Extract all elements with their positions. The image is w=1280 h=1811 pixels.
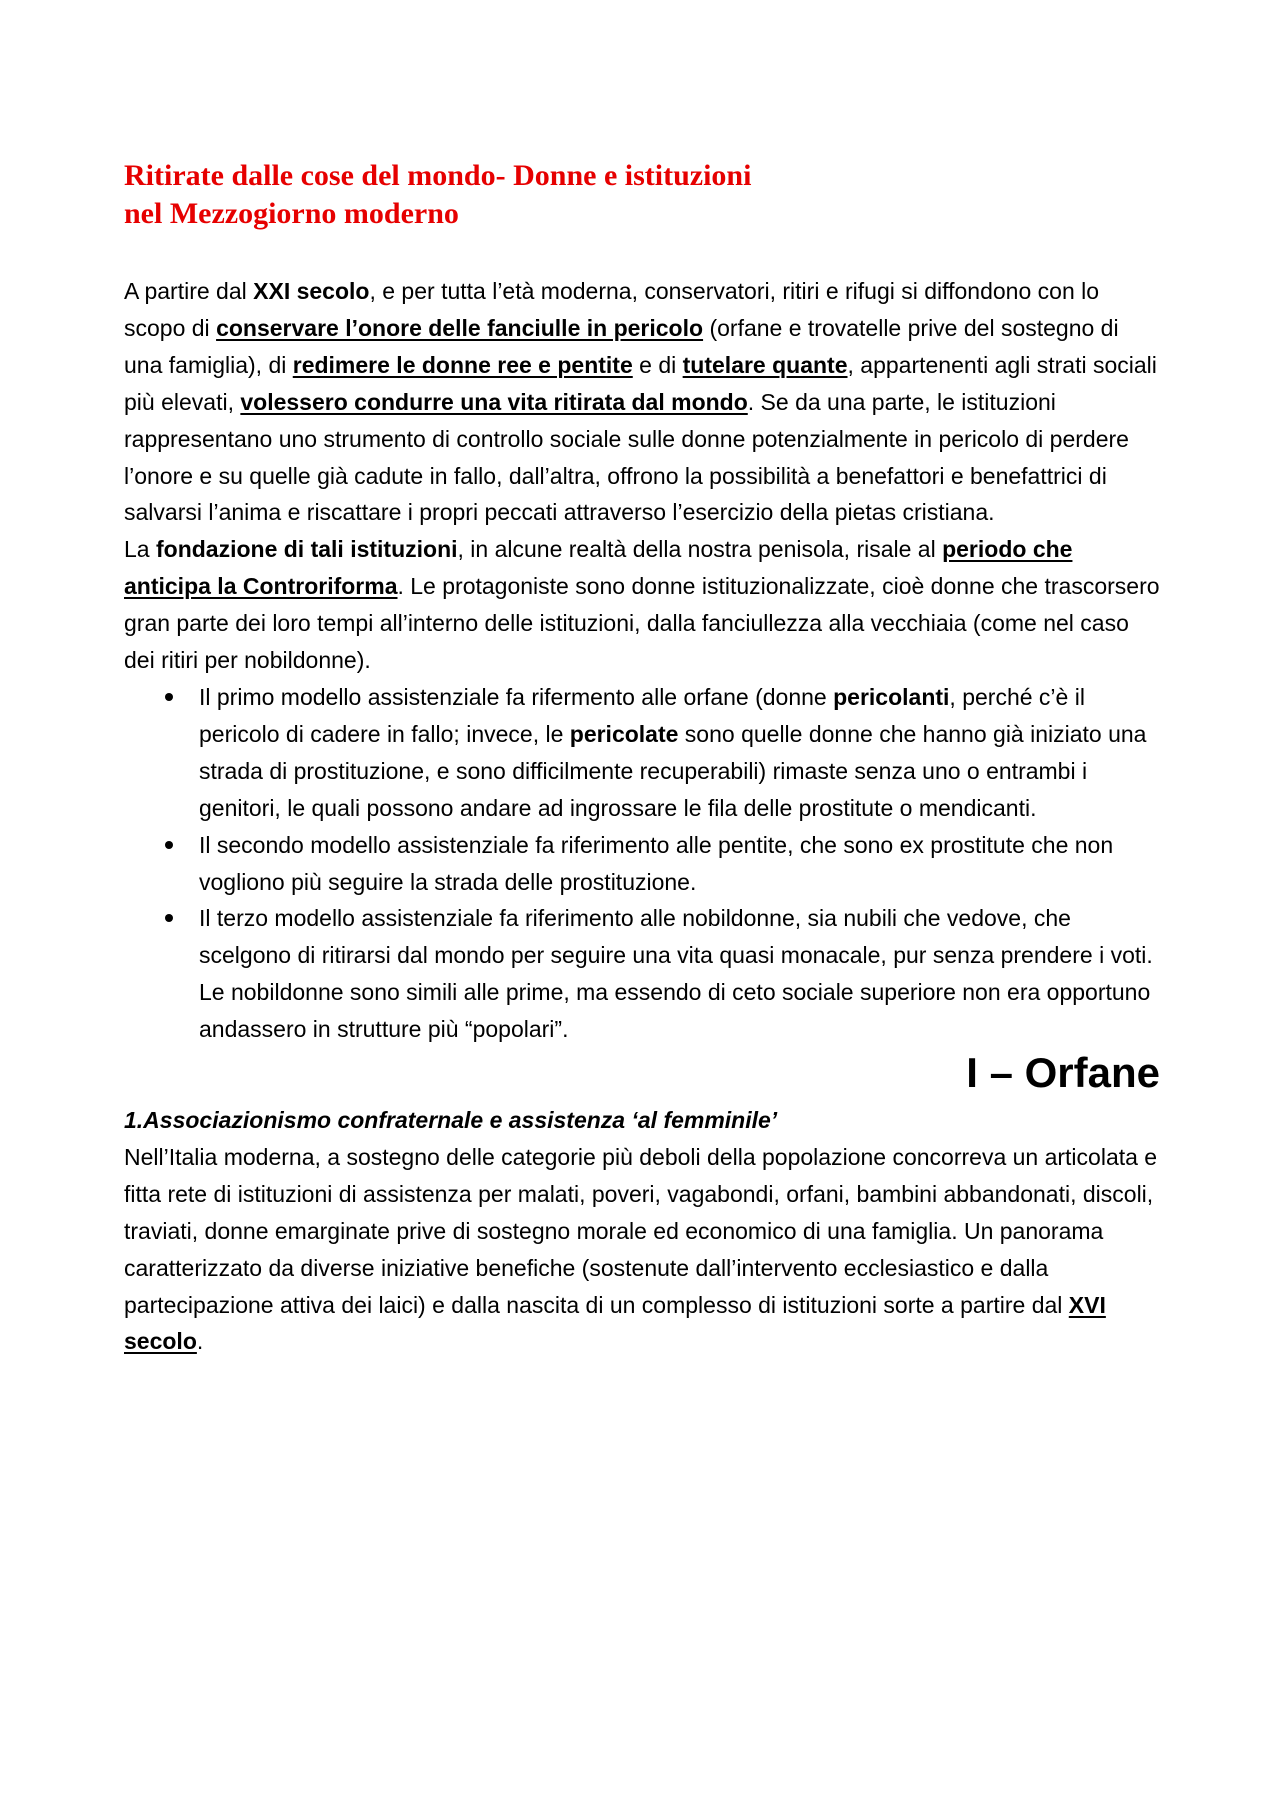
emphasis-bold: pericolanti [833, 683, 950, 710]
bullet-list [124, 679, 1160, 1048]
emphasis-underlined: XVI secolo [124, 1291, 1106, 1355]
document-body [124, 157, 1160, 1360]
paragraph [124, 531, 1160, 679]
bullet-icon [165, 693, 173, 701]
text-run: Nell’Italia moderna, a sostegno delle categorie più deboli della popolazione concorreva un articolata e fitta rete di istituzioni di assistenza per malati, poveri, vagabondi, orfani, bambini abbandonati, discoli, traviati, donne emarginate prive di sostegno morale ed economico di una famiglia. Un panorama caratterizzato da diverse iniziative benefiche (sostenute dall’intervento ecclesiastico e dalla partecipazione attiva dei laici) e dalla nascita di un complesso di istituzioni sorte a partire dal [124, 1143, 1158, 1318]
text-run: A partire dal [124, 278, 254, 304]
text-run: sono quelle donne che hanno già iniziato una strada di prostituzione, e sono difficilmente recuperabili) rimaste senza uno o entrambi i genitori, le quali possono andare ad ingrossare le fila delle prostitute o mendicanti. [199, 720, 1147, 821]
list-item [124, 679, 1160, 827]
paragraph [124, 273, 1160, 531]
emphasis-underlined: tutelare quante [682, 351, 848, 378]
text-run: , perché c’è il pericolo di cadere in fallo; invece, le [199, 683, 1085, 747]
emphasis-bold: XXI secolo [253, 278, 370, 304]
emphasis-bold: fondazione di tali istituzioni [155, 536, 458, 563]
text-run: . Le protagoniste sono donne istituzionalizzate, cioè donne che trascorsero gran parte dei loro tempi all’interno delle istituzioni, dalla fanciullezza alla vecchiaia (come nel caso dei ritiri per nobildonne). [124, 573, 1160, 674]
text-run: , in alcune realtà della nostra penisola, risale al [457, 536, 943, 563]
list-item-text [199, 684, 1146, 821]
bullet-icon [165, 914, 173, 922]
list-item [124, 827, 1160, 901]
text-run: , e per tutta l’età moderna, conservatori, ritiri e rifugi si diffondono con lo scopo di [124, 278, 1100, 341]
subsection-heading: 1.Associazionismo confraternale e assistenza ‘al femminile’ [124, 1107, 778, 1134]
text-run: Il primo modello assistenziale fa rifermento alle orfane (donne [199, 683, 834, 710]
emphasis-bold: pericolate [569, 720, 679, 747]
text-run: Il secondo modello assistenziale fa riferimento alle pentite, che sono ex prostitute che non vogliono più seguire la strada delle prostituzione. [199, 831, 1114, 895]
list-item-text [199, 832, 1113, 895]
text-run: , appartenenti agli strati sociali più elevati, [124, 351, 1157, 415]
document-title-line: Ritirate dalle cose del mondo- Donne e istituzioni [124, 159, 752, 192]
emphasis-underlined: redimere le donne ree e pentite [292, 351, 633, 378]
intro-section [124, 273, 1160, 679]
text-run: e di [632, 351, 683, 378]
text-run: . [196, 1328, 204, 1355]
document-title [124, 157, 1160, 233]
text-run: . Se da una parte, le istituzioni rappresentano uno strumento di controllo sociale sulle donne potenzialmente in pericolo di perdere l’onore e su quelle già cadute in fallo, dall’altra, offrono la possibilità a benefattori e benefattrici di salvarsi l’anima e riscattare i propri peccati attraverso l’esercizio della pietas cristiana. [124, 388, 1129, 526]
paragraph [124, 1139, 1160, 1360]
section-body [124, 1139, 1160, 1360]
text-run: (orfane e trovatelle prive del sostegno di una famiglia), di [124, 314, 1119, 378]
text-run: La [124, 536, 156, 563]
list-item-text [199, 905, 1153, 1042]
text-run: Il terzo modello assistenziale fa riferimento alle nobildonne, sia nubili che vedove, che scelgono di ritirarsi dal mondo per seguire una vita quasi monacale, pur senza prendere i voti. Le nobildonne sono simili alle prime, ma essendo di ceto sociale superiore non era opportuno andassero in strutture più “popolari”. [199, 905, 1153, 1043]
list-item [124, 900, 1160, 1048]
document-title-line: nel Mezzogiorno moderno [124, 197, 459, 230]
section-heading: I – Orfane [966, 1049, 1160, 1097]
emphasis-underlined: conservare l’onore delle fanciulle in pericolo [216, 314, 704, 341]
emphasis-underlined: volessero condurre una vita ritirata dal mondo [240, 388, 748, 415]
bullet-icon [165, 841, 173, 849]
emphasis-underlined: periodo che anticipa la Controriforma [124, 536, 1073, 600]
